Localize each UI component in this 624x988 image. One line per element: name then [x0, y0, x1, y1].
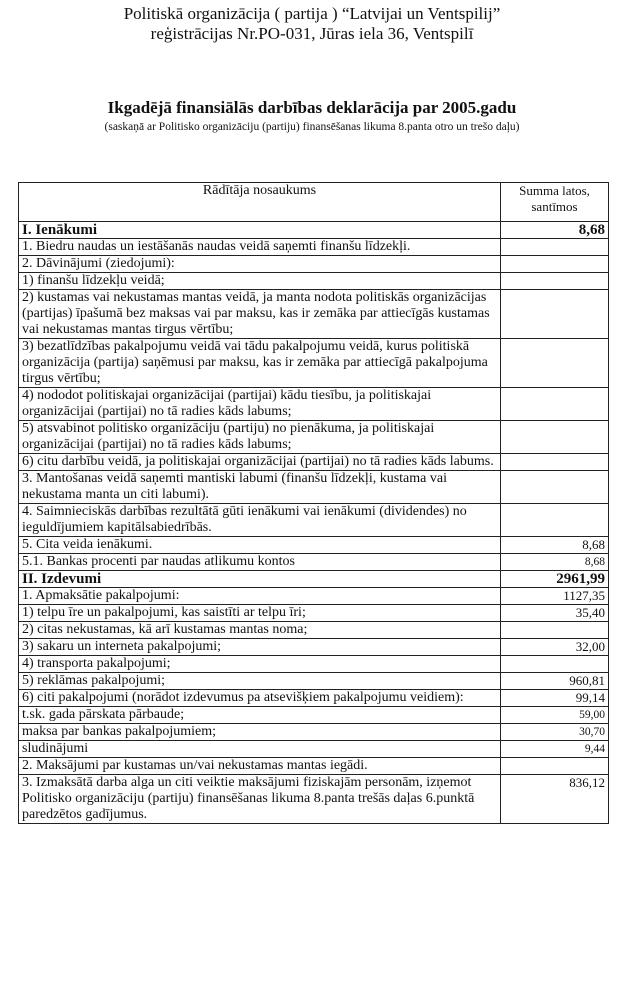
table-row — [19, 605, 609, 622]
row-amount — [501, 758, 609, 775]
table-row — [19, 758, 609, 775]
table-row — [19, 256, 609, 273]
row-label: 5.1. Bankas procenti par naudas atlikumu kontos — [19, 554, 501, 571]
row-label: 1. Biedru naudas un iestāšanās naudas veidā saņemti finanšu līdzekļi. — [19, 239, 501, 256]
row-label: sludinājumi — [19, 741, 501, 758]
table-row — [19, 504, 609, 537]
row-amount — [501, 421, 609, 454]
row-label: 6) citi pakalpojumi (norādot izdevumus pa atsevišķiem pakalpojumu veidiem): — [19, 690, 501, 707]
table-row — [19, 388, 609, 421]
organization-name: Politiskā organizācija ( partija ) “Latvijai un Ventspilij” — [123, 4, 501, 23]
row-amount: 8,68 — [501, 222, 609, 239]
document-subtitle: (saskaņā ar Politisko organizāciju (partiju) finansēšanas likuma 8.panta otro un trešo daļu) — [104, 121, 520, 133]
column-header-sum-line2: santīmos — [531, 199, 578, 214]
row-amount — [501, 256, 609, 273]
column-header-sum — [501, 183, 609, 222]
row-amount — [501, 656, 609, 673]
row-label: I. Ienākumi — [19, 222, 501, 239]
table-row — [19, 471, 609, 504]
table-row — [19, 290, 609, 339]
row-amount — [501, 454, 609, 471]
row-label: 2. Dāvinājumi (ziedojumi): — [19, 256, 501, 273]
row-amount: 30,70 — [501, 724, 609, 741]
row-label: 2) citas nekustamas, kā arī kustamas mantas noma; — [19, 622, 501, 639]
table-row — [19, 537, 609, 554]
row-label: 1) telpu īre un pakalpojumi, kas saistīti ar telpu īri; — [19, 605, 501, 622]
table-row — [19, 571, 609, 588]
row-amount: 32,00 — [501, 639, 609, 656]
row-label: 3) bezatlīdzības pakalpojumu veidā vai tādu pakalpojumu veidā, kurus politiskā organizācija (partija) saņēmusi par maksu, kas ir zemāka par attiecīgā pakalpojuma tirgus vērtību; — [19, 339, 501, 388]
table-row — [19, 554, 609, 571]
row-amount — [501, 622, 609, 639]
row-amount — [501, 239, 609, 256]
table-row — [19, 724, 609, 741]
table-row — [19, 673, 609, 690]
table-row — [19, 222, 609, 239]
column-header-name: Rādītāja nosaukums — [19, 183, 501, 222]
row-amount: 960,81 — [501, 673, 609, 690]
column-header-sum-line1: Summa latos, — [519, 183, 590, 198]
row-label: 3. Izmaksātā darba alga un citi veiktie maksājumi fiziskajām personām, izņemot Politisko organizāciju (partiju) finansēšanas likuma 8.panta trešās daļas 6.punktā paredzētos gadījumus. — [19, 775, 501, 824]
row-label: 5) atsvabinot politisko organizāciju (partiju) no pienākuma, ja politiskajai organizācijai (partijai) no tā radies kāds labums; — [19, 421, 501, 454]
table-row — [19, 273, 609, 290]
table-row — [19, 622, 609, 639]
table-row — [19, 239, 609, 256]
row-amount: 59,00 — [501, 707, 609, 724]
row-label: 5) reklāmas pakalpojumi; — [19, 673, 501, 690]
row-label: 4) nododot politiskajai organizācijai (partijai) kādu tiesību, ja politiskajai organizācijai (partijai) no tā radies kāds labums; — [19, 388, 501, 421]
row-amount — [501, 339, 609, 388]
table-row — [19, 421, 609, 454]
row-amount — [501, 471, 609, 504]
row-amount — [501, 290, 609, 339]
row-label: II. Izdevumi — [19, 571, 501, 588]
table-header-row — [19, 183, 609, 222]
row-label: t.sk. gada pārskata pārbaude; — [19, 707, 501, 724]
table-row — [19, 639, 609, 656]
row-label: 2) kustamas vai nekustamas mantas veidā, ja manta nodota politiskās organizācijas (partijas) īpašumā bez maksas vai par maksu, kas ir zemāka par attiecīgās kustamas vai nekustamas mantas tirgus vērtību; — [19, 290, 501, 339]
row-label: 6) citu darbību veidā, ja politiskajai organizācijai (partijai) no tā radies kāds labums. — [19, 454, 501, 471]
row-label: 1. Apmaksātie pakalpojumi: — [19, 588, 501, 605]
registration-info: reģistrācijas Nr.PO-031, Jūras iela 36, Ventspilī — [150, 24, 474, 43]
row-label: 3. Mantošanas veidā saņemti mantiski labumi (finanšu līdzekļi, kustama vai nekustama manta un citi labumi). — [19, 471, 501, 504]
row-amount: 8,68 — [501, 554, 609, 571]
row-amount: 35,40 — [501, 605, 609, 622]
table-row — [19, 339, 609, 388]
table-row — [19, 707, 609, 724]
row-label: 4) transporta pakalpojumi; — [19, 656, 501, 673]
row-amount: 2961,99 — [501, 571, 609, 588]
table-row — [19, 454, 609, 471]
row-label: 3) sakaru un interneta pakalpojumi; — [19, 639, 501, 656]
document-header — [0, 4, 624, 44]
row-amount — [501, 388, 609, 421]
table-row — [19, 775, 609, 824]
row-amount: 8,68 — [501, 537, 609, 554]
row-label: 1) finanšu līdzekļu veidā; — [19, 273, 501, 290]
table-row — [19, 656, 609, 673]
row-amount: 1127,35 — [501, 588, 609, 605]
row-label: 5. Cita veida ienākumi. — [19, 537, 501, 554]
row-amount: 99,14 — [501, 690, 609, 707]
row-amount — [501, 273, 609, 290]
declaration-table — [18, 182, 609, 824]
row-amount — [501, 504, 609, 537]
table-row — [19, 588, 609, 605]
row-label: maksa par bankas pakalpojumiem; — [19, 724, 501, 741]
table-row — [19, 741, 609, 758]
row-label: 2. Maksājumi par kustamas un/vai nekustamas mantas iegādi. — [19, 758, 501, 775]
document-title: Ikgadējā finansiālās darbības deklarācija par 2005.gadu — [107, 98, 517, 117]
table-row — [19, 690, 609, 707]
row-label: 4. Saimnieciskās darbības rezultātā gūti ienākumi vai ienākumi (dividendes) no ieguldījumiem kapitālsabiedrībās. — [19, 504, 501, 537]
row-amount: 9,44 — [501, 741, 609, 758]
row-amount: 836,12 — [501, 775, 609, 824]
